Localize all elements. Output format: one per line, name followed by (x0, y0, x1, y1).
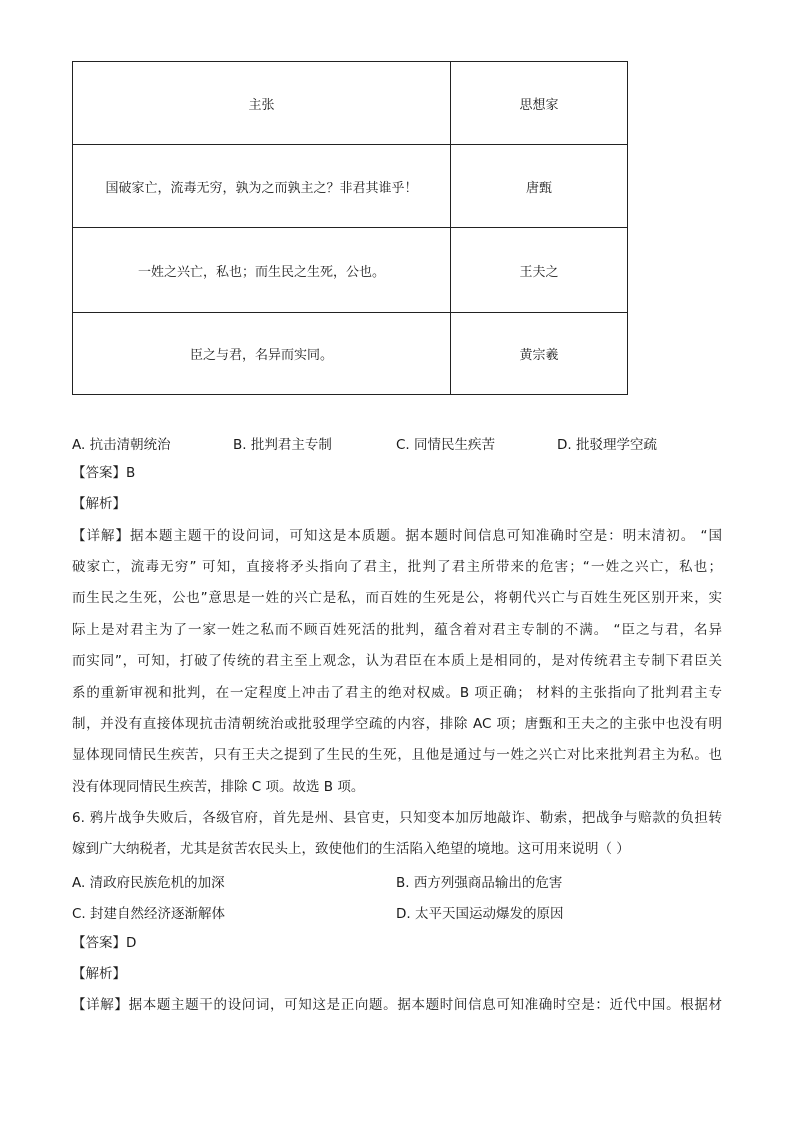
q6-answer: 【答案】D (72, 935, 137, 951)
thinker-cell: 唐甄 (451, 145, 628, 228)
q5-analysis-heading: 【解析】 (72, 496, 126, 512)
proposition-cell: 臣之与君，名异而实同。 (73, 313, 451, 395)
q6-options-row (72, 902, 722, 922)
q5-detail-line: 系的重新审视和批判，在一定程度上冲击了君主的绝对权威。B 项正确； 材料的主张指向了批判君主专 (72, 685, 722, 701)
q6-option-c: C. 封建自然经济逐渐解体 (72, 906, 226, 922)
q5-answer: 【答案】B (72, 465, 136, 481)
q5-detail-line: 没有体现同情民生疾苦，排除 C 项。故选 B 项。 (72, 779, 365, 795)
q6-analysis-heading: 【解析】 (72, 966, 126, 982)
proposition-cell: 国破家亡，流毒无穷，孰为之而孰主之？非君其谁乎！ (73, 145, 451, 228)
q6-stem-line: 6. 鸦片战争失败后，各级官府，首先是州、县官吏，只知变本加厉地敲诈、勒索，把战争与赔款的负担转 (72, 810, 722, 826)
q5-option-b: B. 批判君主专制 (233, 437, 332, 453)
table-row (73, 145, 628, 228)
q6-detail-line: 【详解】据本题主题干的设问词，可知这是正向题。据本题时间信息可知准确时空是：近代中国。根据材 (72, 997, 722, 1013)
q5-option-d: D. 批驳理学空疏 (557, 437, 657, 453)
q6-options-row (72, 871, 722, 891)
q5-options (72, 433, 722, 453)
q5-detail-line: 显体现同情民生疾苦，只有王夫之提到了生民的生死，且他是通过与一姓之兴亡对比来批判君主为私。也 (72, 747, 722, 763)
q5-detail-line: 制，并没有直接体现抗击清朝统治或批驳理学空疏的内容，排除 AC 项；唐甄和王夫之的主张中也没有明 (72, 716, 722, 732)
thinker-cell: 黄宗羲 (451, 313, 628, 395)
q5-detail-line: 而实同”，可知，打破了传统的君主至上观念，认为君臣在本质上是相同的，是对传统君主专制下君臣关 (72, 653, 722, 669)
table-row (73, 313, 628, 395)
q5-option-c: C. 同情民生疾苦 (396, 437, 496, 453)
q6-stem-line: 嫁到广大纳税者，尤其是贫苦农民头上，致使他们的生活陷入绝望的境地。这可用来说明（ ） (72, 841, 630, 857)
thinker-cell: 王夫之 (451, 228, 628, 313)
q6-option-d: D. 太平天国运动爆发的原因 (396, 906, 564, 922)
proposition-cell: 一姓之兴亡，私也；而生民之生死，公也。 (73, 228, 451, 313)
q5-detail-line: 【详解】据本题主题干的设问词，可知这是本质题。据本题时间信息可知准确时空是：明末清初。 “国 (72, 528, 722, 544)
q6-option-b: B. 西方列强商品输出的危害 (396, 875, 563, 891)
header-proposition: 主张 (73, 62, 451, 145)
header-thinker: 思想家 (451, 62, 628, 145)
table-header-row (73, 62, 628, 145)
table-row (73, 228, 628, 313)
q5-detail-line: 破家亡，流毒无穷” 可知，直接将矛头指向了君主，批判了君主所带来的危害；“一姓之兴亡，私也； (72, 559, 722, 575)
q5-detail-line: 而生民之生死，公也”意思是一姓的兴亡是私，而百姓的生死是公，将朝代兴亡与百姓生死区别开来，实 (72, 590, 722, 606)
q6-option-a: A. 清政府民族危机的加深 (72, 875, 225, 891)
q5-detail-line: 际上是对君主为了一家一姓之私而不顾百姓死活的批判，蕴含着对君主专制的不满。 “臣之与君，名异 (72, 622, 722, 638)
thinkers-table (72, 61, 628, 395)
q5-option-a: A. 抗击清朝统治 (72, 437, 171, 453)
